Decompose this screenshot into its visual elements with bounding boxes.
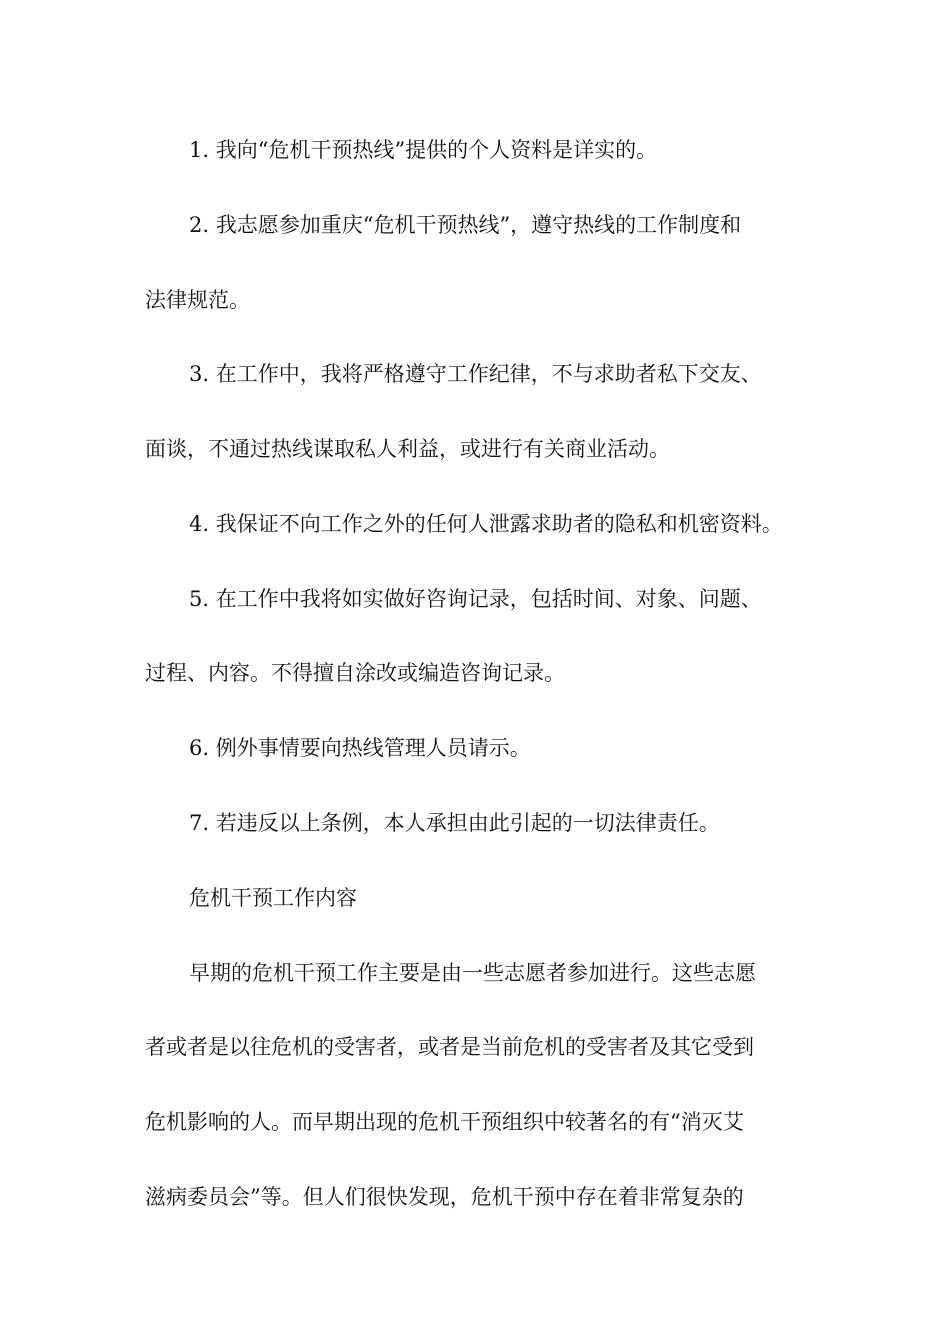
- clause-3-line-2: 面谈，不通过热线谋取私人利益，或进行有关商业活动。: [145, 437, 670, 462]
- clause-5-line-2: 过程、内容。不得擅自涂改或编造咨询记录。: [145, 661, 565, 686]
- clause-5: [145, 581, 815, 693]
- clause-2-line-2: 法律规范。: [145, 287, 250, 312]
- clause-7: [145, 805, 815, 842]
- clause-3-line-1: 3. 在工作中，我将严格遵守工作纪律，不与求助者私下交友、: [189, 362, 762, 387]
- body-paragraph: [145, 955, 815, 1217]
- section-heading: 危机干预工作内容: [189, 885, 357, 910]
- document-body: [145, 132, 815, 1216]
- clause-4-line-1: 4. 我保证不向工作之外的任何人泄露求助者的隐私和机密资料。: [189, 511, 783, 536]
- clause-5-line-1: 5. 在工作中我将如实做好咨询记录，包括时间、对象、问题、: [189, 586, 762, 611]
- body-line-3: 危机影响的人。而早期出现的危机干预组织中较著名的有“消灭艾: [145, 1110, 744, 1135]
- clause-3: [145, 356, 815, 468]
- body-line-4: 滋病委员会”等。但人们很快发现，危机干预中存在着非常复杂的: [145, 1184, 744, 1209]
- clause-4: [145, 506, 815, 543]
- clause-2: [145, 207, 815, 319]
- clause-1-line-1: 1. 我向“危机干预热线”提供的个人资料是详实的。: [189, 138, 658, 162]
- body-line-1: 早期的危机干预工作主要是由一些志愿者参加进行。这些志愿: [189, 960, 756, 985]
- body-line-2: 者或者是以往危机的受害者，或者是当前危机的受害者及其它受到: [145, 1035, 754, 1060]
- clause-6: [145, 730, 815, 767]
- clause-6-line-1: 6. 例外事情要向热线管理人员请示。: [189, 736, 531, 761]
- clause-7-line-1: 7. 若违反以上条例，本人承担由此引起的一切法律责任。: [189, 811, 720, 836]
- clause-1: [145, 132, 815, 169]
- clause-2-line-1: 2. 我志愿参加重庆“危机干预热线”，遵守热线的工作制度和: [189, 212, 742, 237]
